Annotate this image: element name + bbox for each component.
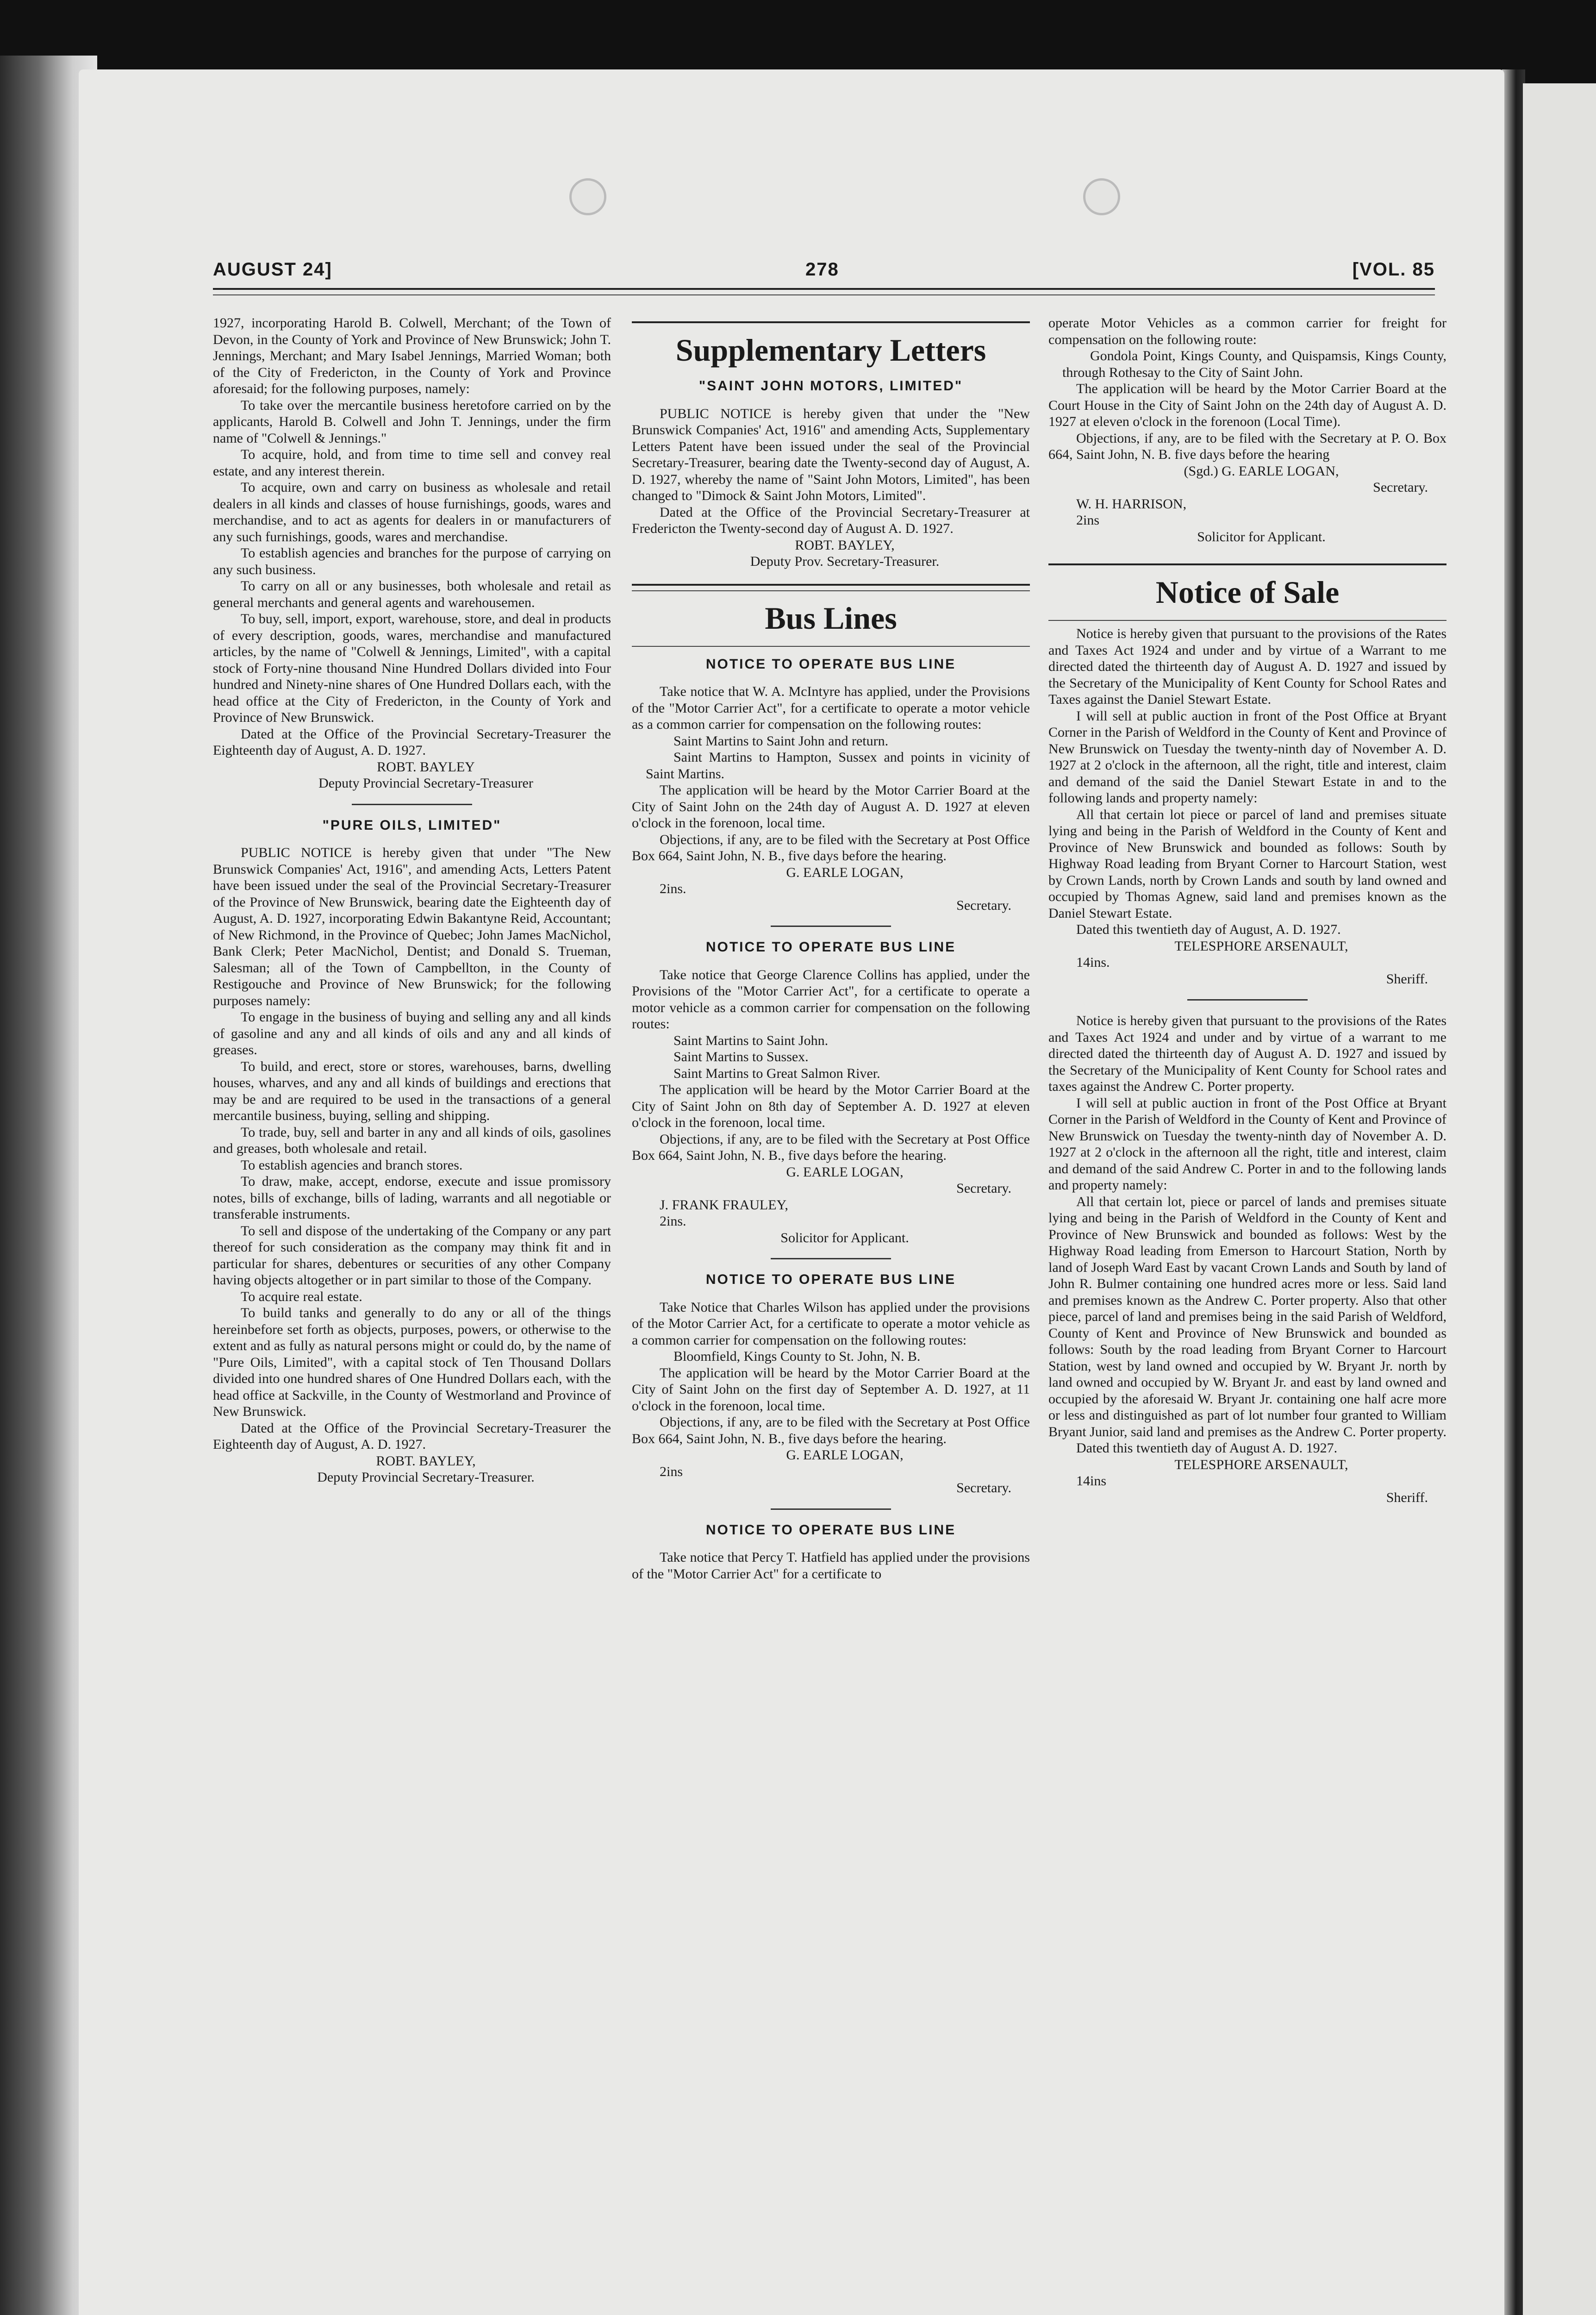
route: Saint Martins to Saint John and return. — [673, 733, 889, 749]
signature-title: Sheriff. — [1386, 971, 1428, 987]
paragraph: To draw, make, accept, endorse, execute and issue promissory notes, bills of exchange, bills of lading, warrants and all negotiable or transferable instruments. — [213, 1174, 611, 1222]
notice-heading: NOTICE TO OPERATE BUS LINE — [705, 939, 956, 955]
paragraph: Dated this twentieth day of August, A. D. 1927. — [1076, 922, 1341, 937]
signature-name: TELESPHORE ARSENAULT, — [1174, 1457, 1348, 1472]
signature-title: Secretary. — [956, 1480, 1011, 1495]
section-rule — [632, 646, 1030, 647]
column-3 — [1048, 315, 1446, 1506]
paragraph: The application will be heard by the Motor Carrier Board at the City of Saint John on the 24th day of August A. D. 1927 at eleven o'clock in the forenoon, local time. — [632, 782, 1030, 831]
punch-hole — [1083, 178, 1120, 215]
paragraph: To establish agencies and branch stores. — [241, 1157, 463, 1173]
signature-name: G. EARLE LOGAN, — [786, 1164, 904, 1180]
separator — [1187, 999, 1308, 1001]
paragraph: operate Motor Vehicles as a common carrier for freight for compensation on the following route: — [1048, 315, 1446, 347]
punch-hole — [569, 178, 606, 215]
header-rule — [213, 288, 1435, 290]
section-title: Notice of Sale — [1155, 575, 1340, 610]
paragraph: To establish agencies and branches for the purpose of carrying on any such business. — [213, 545, 611, 577]
insertion-count: 2ins. — [660, 1214, 686, 1229]
paragraph: Objections, if any, are to be filed with the Secretary at Post Office Box 664, Saint John, N. B., five days before the hearing. — [632, 1131, 1030, 1163]
signature-title: Secretary. — [1373, 480, 1428, 495]
paragraph: To trade, buy, sell and barter in any and all kinds of oils, gasolines and greases, both wholesale and retail. — [213, 1124, 611, 1156]
section-rule — [632, 321, 1030, 323]
signature-name: ROBT. BAYLEY — [377, 759, 475, 775]
paragraph: All that certain lot, piece or parcel of lands and premises situate lying and being in the Parish of Weldford in the County of Kent and Province of New Brunswick and bounded as follows: West by the Highway Road leading from Emerson to Harcourt Station, North by land of Joseph Ward East by vacant Crown Lands and South by land of John R. Bulmer containing one hundred acres more or less. Said land and premises known as the Andrew C. Porter property. Also that other piece, parcel of land and premises being in the said Parish of Weldford, County of Kent and Province of New Brunswick and bounded as follows: South by the road leading from Bryant Corner to Harcourt Station, west by land owned and occupied by W. Bryant Jr. north by land owned and occupied by W. Bryant Jr. and east by land owned and occupied by the aforesaid W. Bryant Jr. containing one half acre more or less and distinguished as part of lot number four granted to William Bryant Junior, said land and premises as the Andrew C. Porter property. — [1048, 1194, 1447, 1439]
page-number: 278 — [805, 259, 839, 280]
paragraph: I will sell at public auction in front of the Post Office at Bryant Corner in the Parish of Weldford in the County of Kent and Province of New Brunswick on Tuesday the twenty-ninth day of November A. D. 1927 at 2 o'clock in the afternoon, all the right, title and interest, claim and demand of the said the Daniel Stewart Estate in and to the following lands and property namely: — [1048, 708, 1446, 806]
paragraph: Notice is hereby given that pursuant to the provisions of the Rates and Taxes Act 1924 and under and by virtue of a warrant to me directed dated the thirteenth day of August A. D. 1927 and issued by the Secretary of the Municipality of Kent County for School rates and taxes against the Andrew C. Porter property. — [1048, 1013, 1446, 1094]
paragraph: To acquire real estate. — [241, 1289, 362, 1304]
separator — [771, 1508, 891, 1510]
paragraph: To build tanks and generally to do any or all of the things hereinbefore set forth as objects, purposes, powers, or otherwise to the extent and as fully as natural persons might or could do, by the name of "Pure Oils, Limited", with a capital stock of Ten Thousand Dollars divided into one hundred shares of One Hundred Dollars each, with the head office at Sackville, in the County of Westmorland and Province of New Brunswick. — [213, 1305, 611, 1419]
page-header — [213, 259, 1435, 287]
paragraph: PUBLIC NOTICE is hereby given that under "The New Brunswick Companies' Act, 1916", and amending Acts, Letters Patent have been issued under the seal of the Provincial Secretary-Treasurer of the Province of New Brunswick, bearing date the Eighteenth day of August, A. D. 1927, incorporating Edwin Bakantyne Reid, Accountant; of New Richmond, in the Province of Quebec; John James MacNichol, Bank Clerk; Peter MacNichol, Dentist; and Donald S. Trueman, Salesman; all of the Town of Campbellton, in the County of Restigouche and Province of New Brunswick; for the following purposes namely: — [213, 845, 611, 1008]
section-rule — [632, 584, 1030, 586]
column-2 — [632, 315, 1030, 1582]
paragraph: Take notice that Percy T. Hatfield has applied under the provisions of the "Motor Carrier Act" for a certificate to — [632, 1550, 1030, 1582]
separator — [771, 926, 891, 927]
route: Saint Martins to Hampton, Sussex and points in vicinity of Saint Martins. — [646, 750, 1030, 782]
paragraph: Objections, if any, are to be filed with the Secretary at P. O. Box 664, Saint John, N. B. five days before the hearing — [1048, 430, 1446, 462]
signature-title: Secretary. — [956, 897, 1011, 913]
insertion-count: 2ins. — [660, 881, 686, 896]
signature-name: TELESPHORE ARSENAULT, — [1174, 938, 1348, 954]
insertion-count: 2ins — [1076, 513, 1100, 528]
signature-title: Sheriff. — [1386, 1489, 1428, 1505]
notice-heading: NOTICE TO OPERATE BUS LINE — [705, 1522, 956, 1538]
header-date: AUGUST 24] — [213, 259, 332, 280]
route: Gondola Point, Kings County, and Quispamsis, Kings County, through Rothesay to the City of Saint John. — [1062, 348, 1446, 380]
header-rule — [213, 294, 1435, 295]
signature-name: ROBT. BAYLEY, — [376, 1453, 476, 1469]
separator — [771, 1258, 891, 1259]
section-title: Supplementary Letters — [675, 332, 986, 368]
paragraph: Take notice that W. A. McIntyre has applied, under the Provisions of the "Motor Carrier Act", for a certificate to operate a motor vehicle as a common carrier for compensation on the following routes: — [632, 684, 1030, 732]
signature-title: Solicitor for Applicant. — [1197, 529, 1326, 544]
paragraph: Take notice that George Clarence Collins has applied, under the Provisions of the "Motor Carrier Act", for a certificate to operate a motor vehicle as a common carrier for compensation on the following routes: — [632, 967, 1030, 1032]
notice-heading: NOTICE TO OPERATE BUS LINE — [705, 1272, 956, 1287]
paragraph: Take Notice that Charles Wilson has applied under the provisions of the Motor Carrier Act, for a certificate to operate a motor vehicle as a common carrier for compensation on the following routes: — [632, 1299, 1030, 1348]
insertion-count: 14ins — [1076, 1473, 1107, 1489]
section-rule — [1048, 563, 1446, 565]
column-1 — [213, 315, 611, 1486]
signature-name: G. EARLE LOGAN, — [786, 864, 904, 880]
route: Saint Martins to Great Salmon River. — [673, 1065, 880, 1081]
paragraph: To take over the mercantile business heretofore carried on by the applicants, Harold B. Colwell and John T. Jennings, under the firm name of "Colwell & Jennings." — [213, 397, 611, 446]
section-rule — [632, 590, 1030, 591]
paragraph: 1927, incorporating Harold B. Colwell, Merchant; of the Town of Devon, in the County of York and Province of New Brunswick; John T. Jennings, Merchant; and Mary Isabel Jennings, Married Woman; both of the City of Fredericton, in the County of York and Province aforesaid; for the following purposes, namely: — [213, 315, 611, 396]
paragraph: To build, and erect, store or stores, warehouses, barns, dwelling houses, wharves, and any and all kinds of buildings and erections that may be and are required to be used in the transactions of a general mercantile business, buying, selling and shipping. — [213, 1058, 611, 1123]
paragraph: Dated at the Office of the Provincial Secretary-Treasurer the Eighteenth day of August, A. D. 1927. — [213, 1420, 611, 1452]
section-rule — [1048, 620, 1446, 621]
signature-name: W. H. HARRISON, — [1076, 496, 1187, 512]
paragraph: To carry on all or any businesses, both wholesale and retail as general merchants and general agents and warehousemen. — [213, 578, 611, 610]
paragraph: To acquire, hold, and from time to time sell and convey real estate, and any interest therein. — [213, 447, 611, 479]
notice-heading: NOTICE TO OPERATE BUS LINE — [705, 656, 956, 672]
notice-heading: "PURE OILS, LIMITED" — [322, 817, 502, 833]
volume-number: [VOL. 85 — [1352, 259, 1435, 280]
signature-name: G. EARLE LOGAN, — [786, 1447, 904, 1463]
paragraph: Dated this twentieth day of August A. D. 1927. — [1076, 1440, 1338, 1456]
book-gutter — [1502, 69, 1525, 2315]
signature-title: Deputy Provincial Secretary-Treasurer — [318, 776, 533, 791]
signature-title: Solicitor for Applicant. — [780, 1230, 909, 1245]
paragraph: To sell and dispose of the undertaking of the Company or any part thereof for such consideration as the company may think fit and in particular for shares, debentures or securities of any other Company having objects altogether or in part similar to those of the Company. — [213, 1223, 611, 1288]
paragraph: PUBLIC NOTICE is hereby given that under the "New Brunswick Companies' Act, 1916" and amending Acts, Supplementary Letters Patent have been issued under the seal of the Provincial Secretary-Treasurer, bearing date the Twenty-second day of August, A. D. 1927, whereby the name of "Saint John Motors, Limited", has been changed to "Dimock & Saint John Motors, Limited". — [632, 406, 1030, 503]
separator — [352, 804, 472, 805]
signature-title: Deputy Provincial Secretary-Treasurer. — [317, 1470, 535, 1485]
section-title: Bus Lines — [765, 600, 897, 636]
paragraph: To acquire, own and carry on business as wholesale and retail dealers in all kinds and classes of house furnishings, goods, wares and merchandise, and to act as agents for dealers in or manufacturers of any such furnishings, goods, wares and merchandise. — [213, 480, 611, 544]
route: Saint Martins to Sussex. — [673, 1049, 809, 1064]
paragraph: Objections, if any, are to be filed with the Secretary at Post Office Box 664, Saint John, N. B., five days before the hearing. — [632, 1414, 1030, 1446]
paragraph: To buy, sell, import, export, warehouse, store, and deal in products of every description, goods, wares, merchandise and manufactured articles, by the name of "Colwell & Jennings, Limited", with a capital stock of Forty-nine thousand Nine Hundred Dollars divided into Four hundred and Ninety-nine shares of One Hundred Dollars each, with the head office at the City of Fredericton, in the County of York and Province of New Brunswick. — [213, 611, 611, 725]
insertion-count: 14ins. — [1076, 955, 1110, 970]
paragraph: Dated at the Office of the Provincial Secretary-Treasurer at Fredericton the Twenty-second day of August A. D. 1927. — [632, 504, 1030, 536]
paragraph: The application will be heard by the Motor Carrier Board at the City of Saint John on the first day of September A. D. 1927, at 11 o'clock in the forenoon, local time. — [632, 1365, 1030, 1414]
signature-name: (Sgd.) G. EARLE LOGAN, — [1184, 463, 1339, 479]
signature-name: ROBT. BAYLEY, — [795, 537, 895, 553]
paragraph: The application will be heard by the Motor Carrier Board at the City of Saint John on 8th day of September A. D. 1927 at eleven o'clock in the forenoon, local time. — [632, 1082, 1030, 1130]
notice-heading: "SAINT JOHN MOTORS, LIMITED" — [698, 378, 963, 394]
route: Saint Martins to Saint John. — [673, 1032, 829, 1048]
paragraph: Objections, if any, are to be filed with the Secretary at Post Office Box 664, Saint John, N. B., five days before the hearing. — [632, 832, 1030, 863]
signature-title: Deputy Prov. Secretary-Treasurer. — [750, 554, 940, 569]
paragraph: The application will be heard by the Motor Carrier Board at the Court House in the City of Saint John on the 24th day of August A. D. 1927 at eleven o'clock in the forenoon (Local Time). — [1048, 381, 1446, 429]
route: Bloomfield, Kings County to St. John, N. B. — [673, 1349, 921, 1364]
paragraph: Notice is hereby given that pursuant to the provisions of the Rates and Taxes Act 1924 and under and by virtue of a Warrant to me directed dated the thirteenth day of August A. D. 1927 and issued by the Secretary of the Municipality of Kent County for School Rates and Taxes against the Daniel Stewart Estate. — [1048, 626, 1446, 707]
paragraph: All that certain lot piece or parcel of land and premises situate lying and being in the Parish of Weldford in the County of Kent and Province of New Brunswick and bounded as follows: South by Highway Road leading from Bryant Corner to Harcourt Station, west by Crown Lands, north by Crown Lands and south by land owned and occupied by Thomas Agnew, said land and premises known as the Daniel Stewart Estate. — [1048, 807, 1446, 921]
adjacent-page-edge — [1523, 83, 1596, 2315]
paragraph: Dated at the Office of the Provincial Secretary-Treasurer the Eighteenth day of August, A. D. 1927. — [213, 726, 611, 758]
insertion-count: 2ins — [660, 1464, 683, 1479]
paragraph: I will sell at public auction in front of the Post Office at Bryant Corner in the Parish of Weldford in the County of Kent and Province of New Brunswick on Tuesday the twenty-ninth day of November A. D. 1927 at 2 o'clock in the afternoon all the right, title and interest, claim and demand of the said Andrew C. Porter in and to the following lands and property namely: — [1048, 1095, 1446, 1193]
signature-name: J. FRANK FRAULEY, — [660, 1197, 788, 1213]
paragraph: To engage in the business of buying and selling any and all kinds of gasoline and any and all kinds of oils and any and all kinds of greases. — [213, 1009, 611, 1057]
signature-title: Secretary. — [956, 1181, 1011, 1196]
